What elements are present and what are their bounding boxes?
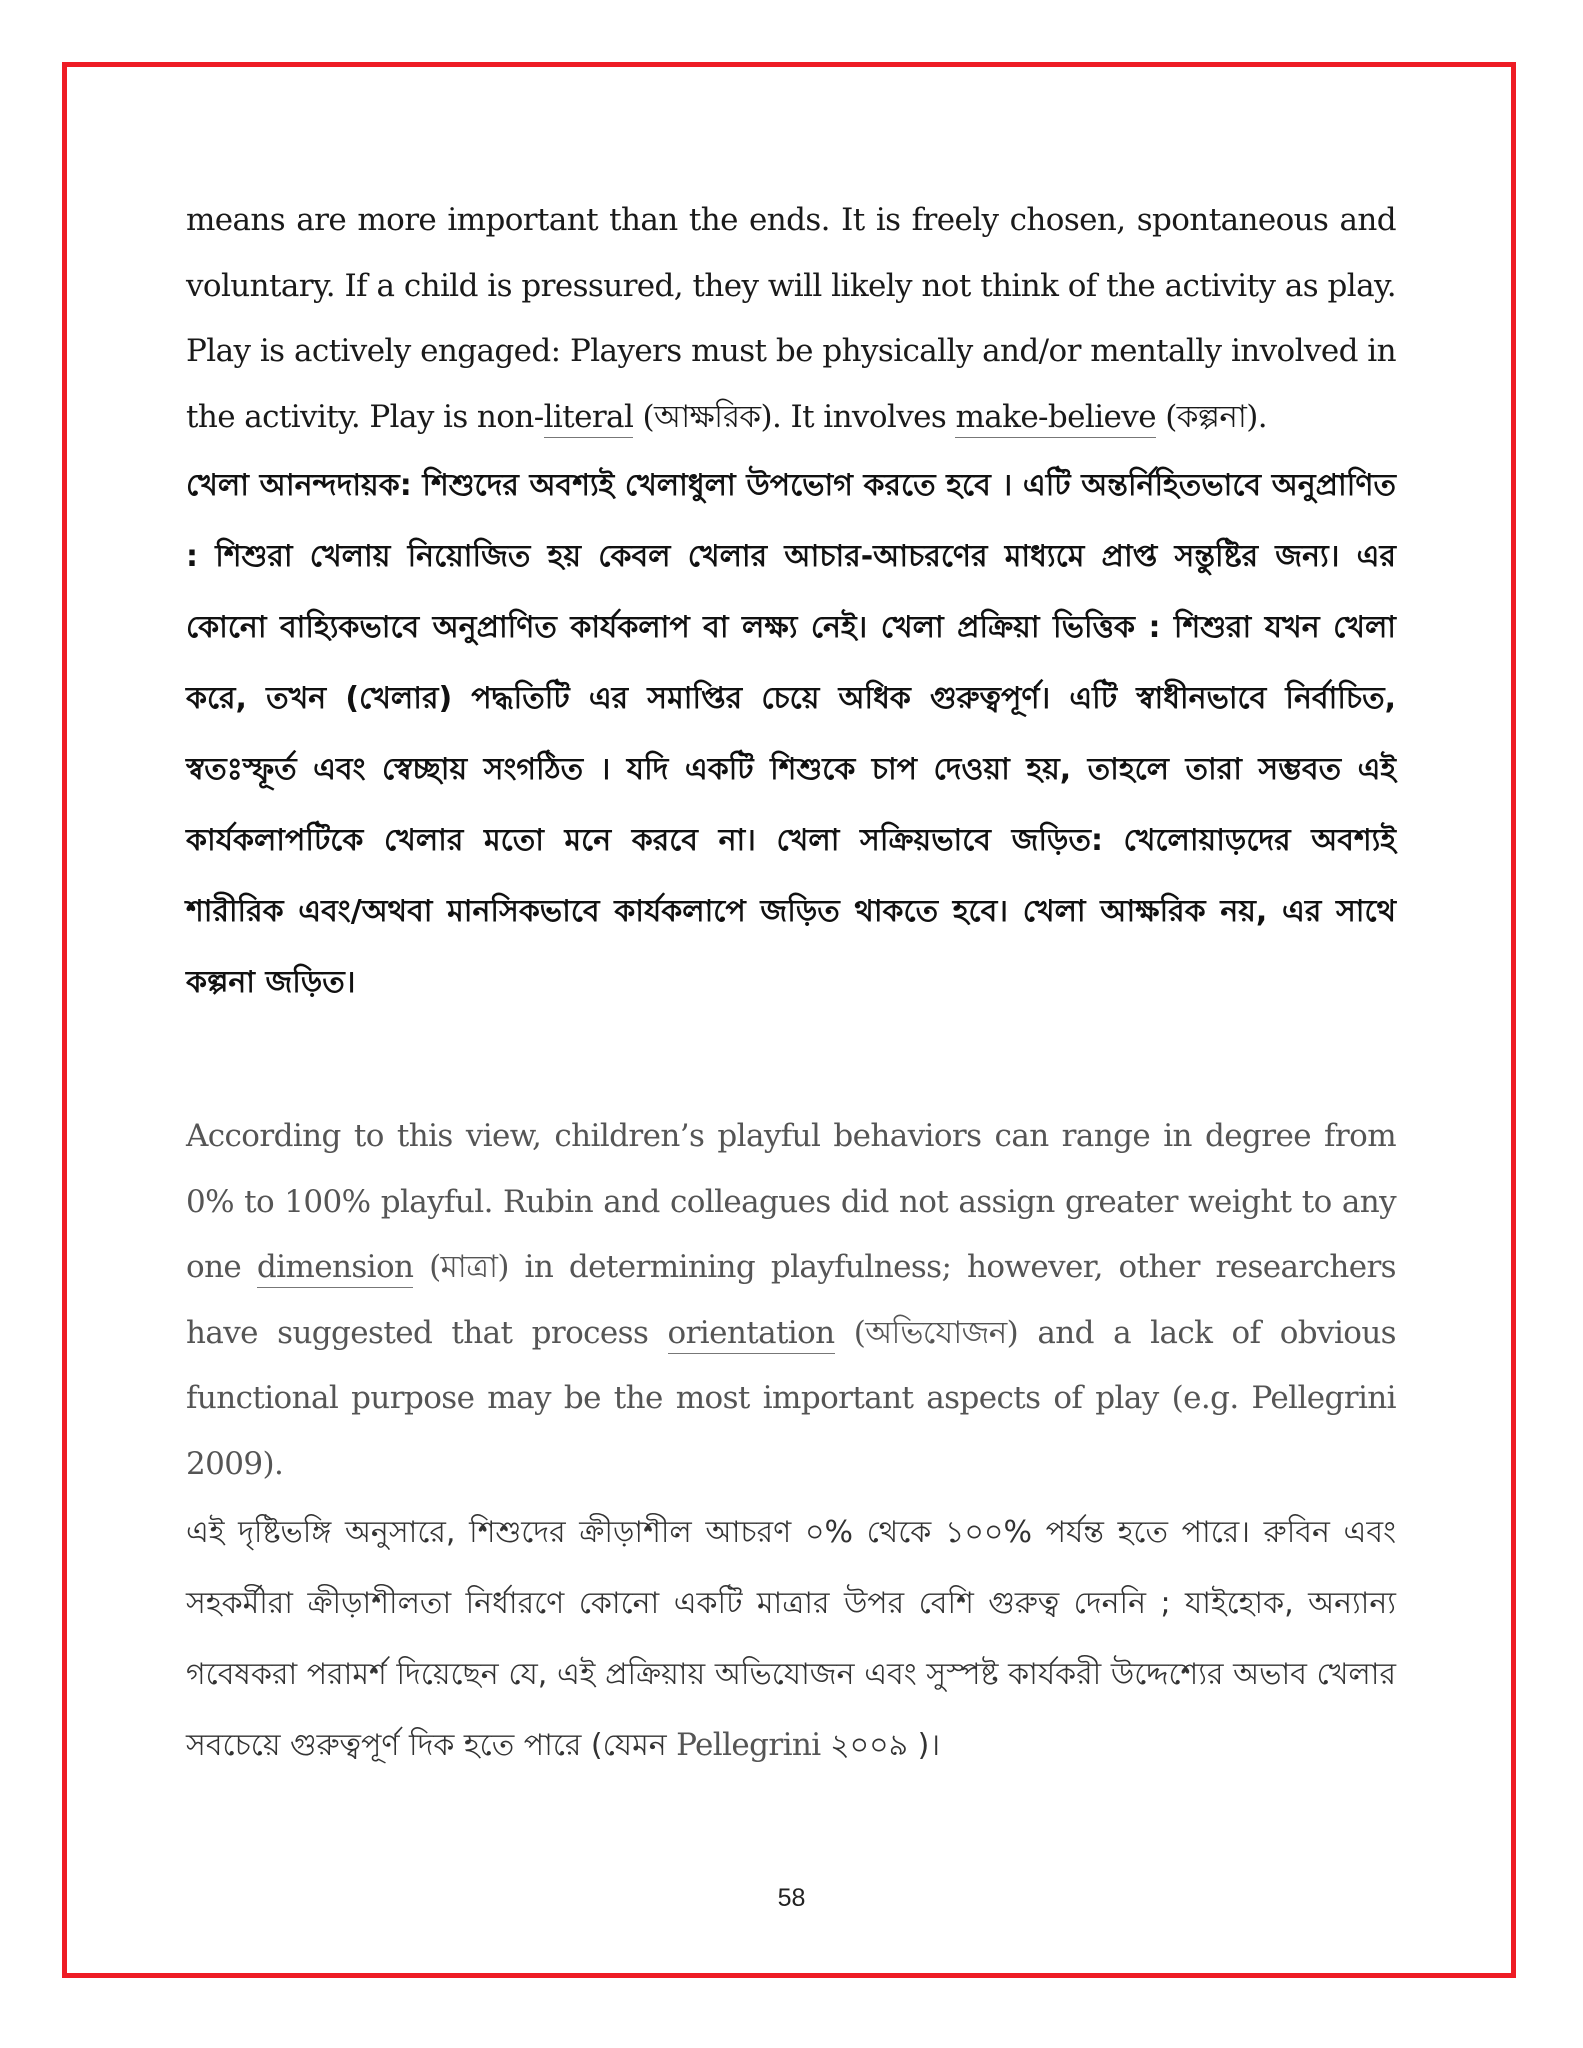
english-text: (কল্পনা). (1155, 398, 1267, 435)
glossary-term-literal: literal (544, 399, 634, 438)
bengali-paragraph-1: খেলা আনন্দদায়ক: শিশুদের অবশ্যই খেলাধুলা উপভোগ করতে হবে । এটি অন্তর্নিহিতভাবে অনুপ্রাণিত : শিশুরা খেলায় নিয়োজিত হয় কেবল খেলার আচার-আচরণের মাধ্যমে প্রাপ্ত সন্তুষ্টির জন্য। এর কোনো বাহ্যিকভাবে অনুপ্রাণিত কার্যকলাপ বা লক্ষ্য নেই। খেলা প্রক্রিয়া ভিত্তিক : শিশুরা যখন খেলা করে, তখন (খেলার) পদ্ধতিটি এর সমাপ্তির চেয়ে অধিক গুরুত্বপূর্ণ। এটি স্বাধীনভাবে নির্বাচিত, স্বতঃস্ফূর্ত এবং স্বেচ্ছায় সংগঠিত । যদি একটি শিশুকে চাপ দেওয়া হয়, তাহলে তারা সম্ভবত এই কার্যকলাপটিকে খেলার মতো মনে করবে না। খেলা সক্রিয়ভাবে জড়িত: খেলোয়াড়দের অবশ্যই শারীরিক এবং/অথবা মানসিকভাবে কার্যকলাপে জড়িত থাকতে হবে। খেলা আক্ষরিক নয়, এর সাথে কল্পনা জড়িত। (186, 468, 1396, 1000)
page-number: 58 (777, 1884, 806, 1912)
bengali-text: এই দৃষ্টিভঙ্গি অনুসারে, শিশুদের ক্রীড়াশীল আচরণ ০% থেকে ১০০% পর্যন্ত হতে পারে। রুবিন এবং সহকর্মীরা ক্রীড়াশীলতা নির্ধারণে কোনো একটি মাত্রার উপর বেশি গুরুত্ব দেননি ; যাইহোক, অন্যান্য গবেষকরা পরামর্শ দিয়েছেন যে, এই প্রক্রিয়ায় অভিযোজন এবং সুস্পষ্ট কার্যকরী উদ্দেশ্যের অভাব খেলার সবচেয়ে গুরুত্বপূর্ণ দিক হতে পারে (যেমন (186, 1515, 1396, 1763)
english-paragraph-1 (186, 188, 1396, 450)
english-text: (অভিযোজন) and a lack of obvious functional purpose may be the most important aspects of play (e.g. Pellegrini 2009). (186, 1314, 1396, 1482)
section-spacer (186, 1018, 1396, 1104)
bengali-text: ২০০৯ )। (820, 1728, 941, 1763)
glossary-term-orientation: orientation (668, 1315, 835, 1354)
page-content (186, 188, 1396, 1781)
glossary-term-dimension: dimension (257, 1249, 414, 1288)
glossary-term-make-believe: make-believe (955, 399, 1156, 438)
english-text: means are more important than the ends. It is freely chosen, spontaneous and voluntary. If a child is pressured, they will likely not think of the activity as play. Play is actively engaged: Players must be physically and/or mentally involved in the activity. Play is non- (186, 202, 1396, 435)
english-paragraph-2 (186, 1104, 1396, 1497)
citation-author: Pellegrini (676, 1727, 821, 1763)
bengali-paragraph-2 (186, 1497, 1396, 1781)
english-text: (মাত্রা) in determining playfulness; however, other researchers have suggested that process (186, 1249, 1396, 1351)
english-text: (আক্ষরিক). It involves (633, 398, 956, 435)
english-text: According to this view, children’s playful behaviors can range in degree from 0% to 100% playful. Rubin and colleagues did not assign greater weight to any one (186, 1118, 1396, 1285)
